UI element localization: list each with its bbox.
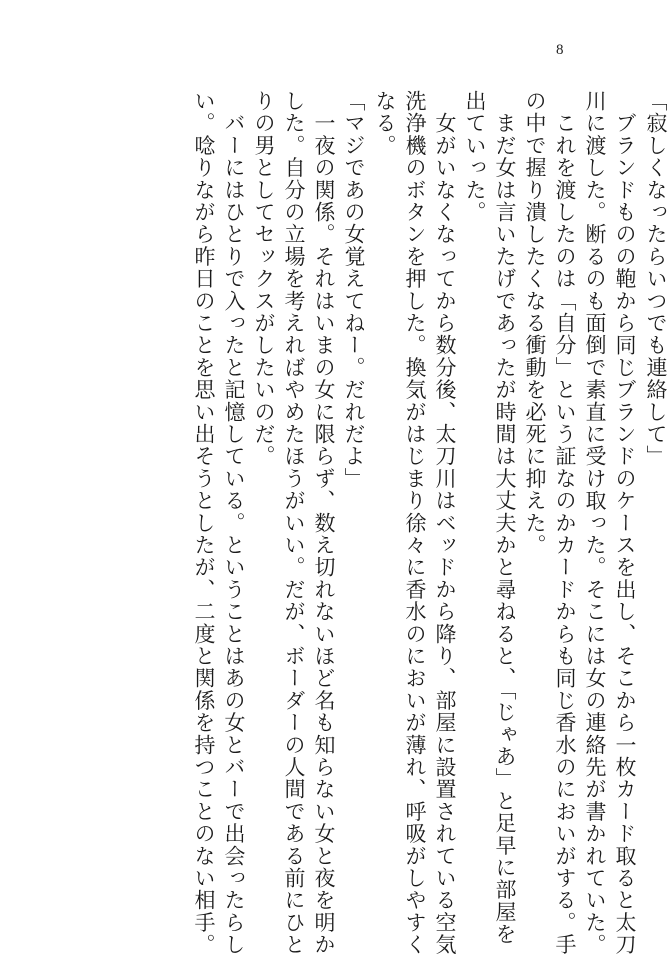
page-number: 8 (556, 42, 564, 58)
text-line: 一夜の関係。それはいまの女に限らず、数え切れないほど名も知らない女と夜を明か (312, 90, 336, 956)
text-line: い。唸りながら昨日のことを思い出そうとしたが、二度と関係を持つことのない相手。 (192, 90, 216, 956)
text-line: 女がいなくなってから数分後、太刀川はベッドから降り、部屋に設置されている空気 (433, 90, 457, 956)
text-line: 川に渡した。断るのも面倒で素直に受け取った。そこには女の連絡先が書かれていた。 (583, 90, 607, 956)
text-line: した。自分の立場を考えればやめたほうがいい。だが、ボーダーの人間である前にひと (282, 90, 306, 956)
text-line: りの男としてセックスがしたいのだ。 (252, 90, 276, 468)
text-line: ブランドものの鞄から同じブランドのケースを出し、そこから一枚カード取ると太刀 (613, 90, 637, 956)
text-line: バーにはひとりで入ったと記憶している。ということはあの女とバーで出会ったらし (222, 90, 246, 956)
text-line: なる。 (373, 90, 397, 157)
body-text (192, 90, 668, 956)
text-line: 「寂しくなったらいつでも連絡して」 (644, 90, 668, 468)
text-line: 出ていった。 (463, 90, 487, 224)
text-line: 「マジであの女覚えてねー。だれだよ」 (342, 90, 366, 490)
text-line: これを渡したのは「自分」という証なのかカードからも同じ香水のにおいがする。手 (553, 90, 577, 956)
text-line: 洗浄機のボタンを押した。換気がはじまり徐々に香水のにおいが薄れ、呼吸がしやすく (403, 90, 427, 956)
text-line: の中で握り潰したくなる衝動を必死に抑えた。 (523, 90, 547, 557)
text-line: まだ女は言いたげであったが時間は大丈夫かと尋ねると、「じゃあ」と足早に部屋を (493, 90, 517, 946)
